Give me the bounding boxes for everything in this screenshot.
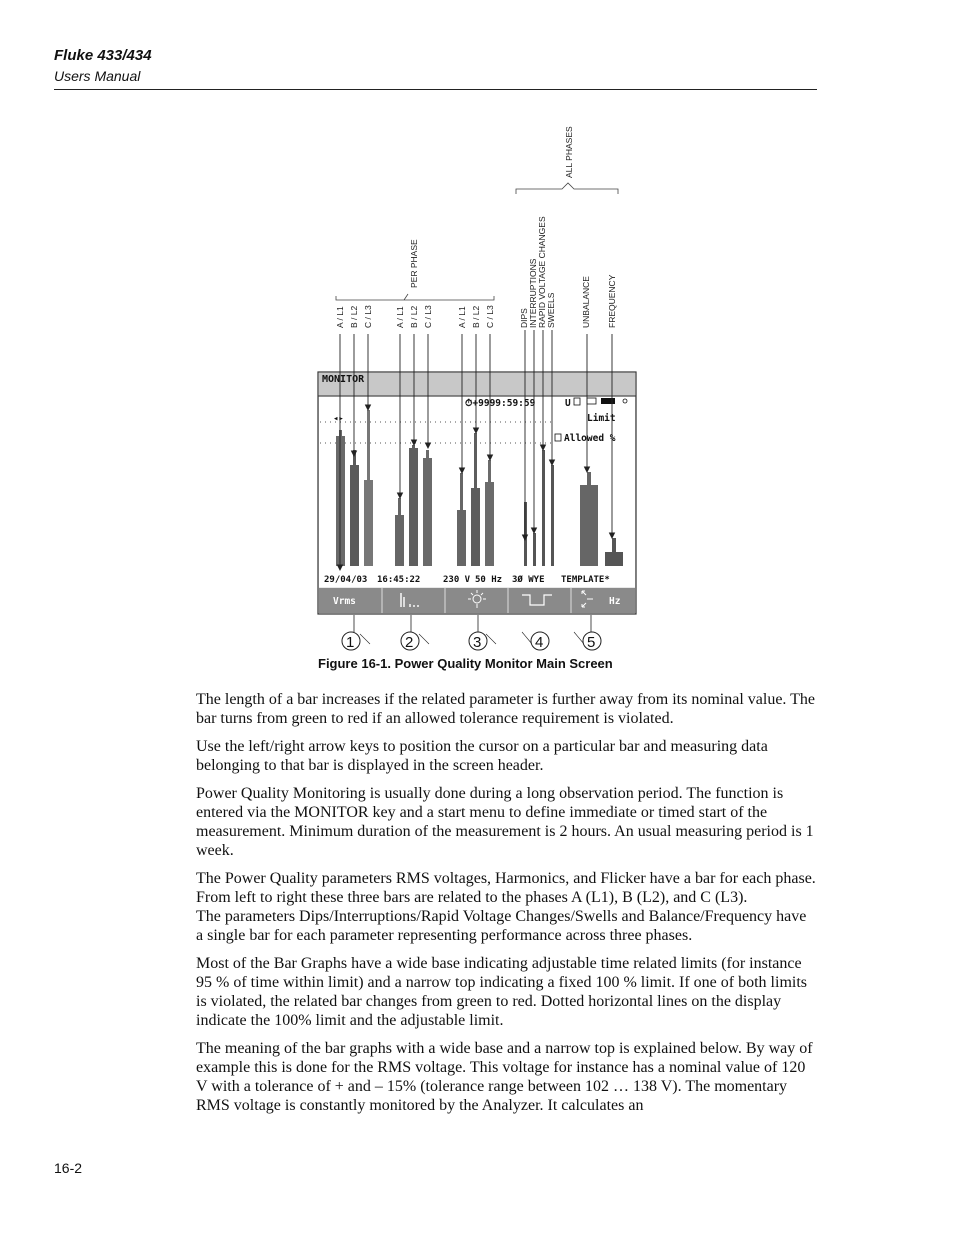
label-per-phase: PER PHASE	[409, 239, 419, 288]
label-unbalance: UNBALANCE	[581, 276, 591, 328]
page-header-subtitle: Users Manual	[54, 68, 141, 84]
footer-template: TEMPLATE*	[561, 575, 610, 585]
label-c-l3: C / L3	[423, 305, 433, 328]
callout-4	[522, 632, 549, 651]
header-rule	[54, 89, 817, 90]
per-phase-brace	[336, 294, 494, 300]
footer-date: 29/04/03	[324, 575, 368, 585]
bar-wide-base	[409, 448, 418, 566]
cursor-arrows-icon: ◂▸	[333, 414, 344, 424]
footer-time: 16:45:22	[377, 575, 421, 585]
svg-text:Hz: Hz	[609, 596, 621, 607]
paragraph: The parameters Dips/Interruptions/Rapid Voltage Changes/Swells and Balance/Frequency have a single bar for each parameter representing performance across three phases.	[196, 908, 807, 944]
callout-2	[401, 615, 429, 651]
bar-narrow-top	[533, 533, 536, 566]
page-number: 16-2	[54, 1160, 83, 1176]
label-rapid-voltage-changes: RAPID VOLTAGE CHANGES	[537, 216, 547, 328]
label-all-phases: ALL PHASES	[564, 126, 574, 178]
svg-text:4: 4	[535, 634, 544, 651]
svg-text:Vrms: Vrms	[333, 596, 356, 607]
label-c-l3: C / L3	[485, 305, 495, 328]
bar-wide-base	[395, 515, 404, 566]
label-dips: DIPS	[519, 308, 529, 328]
label-a-l1: A / L1	[335, 306, 345, 328]
paragraph: Use the left/right arrow keys to position the cursor on a particular bar and measuring data belonging to that bar is displayed in the screen header.	[196, 738, 768, 774]
bar-wide-base	[605, 552, 623, 566]
body-text	[196, 690, 816, 1124]
svg-text:1: 1	[346, 634, 355, 651]
label-frequency: FREQUENCY	[607, 274, 617, 328]
paragraph: The Power Quality parameters RMS voltages, Harmonics, and Flicker have a bar for each phase. From left to right these three bars are related to the phases A (L1), B (L2), and C (L3).	[196, 870, 816, 906]
screen-timer: ⏱+9999:59:59	[465, 398, 536, 409]
page-header-title: Fluke 433/434	[54, 47, 152, 64]
bar-wide-base	[350, 465, 359, 566]
bar-wide-base	[457, 510, 466, 566]
footer-voltage: 230 V	[443, 575, 471, 585]
label-b-l2: B / L2	[349, 305, 359, 328]
label-b-l2: B / L2	[471, 305, 481, 328]
label-interruptions: INTERRUPTIONS	[528, 258, 538, 328]
paragraph: The length of a bar increases if the related parameter is further away from its nominal value. The bar turns from green to red if an allowed tolerance requirement is violated.	[196, 691, 816, 727]
bar-wide-base	[471, 488, 480, 566]
label-c-l3: C / L3	[363, 305, 373, 328]
callout-1	[342, 615, 370, 651]
all-phases-brace	[516, 183, 618, 194]
screen-title: MONITOR	[322, 374, 365, 385]
svg-text:3: 3	[473, 634, 482, 651]
callout-3	[469, 615, 496, 651]
svg-text:2: 2	[405, 634, 414, 651]
analyzer-screen	[318, 372, 636, 614]
label-a-l1: A / L1	[395, 306, 405, 328]
footer-config: 3Ø WYE	[512, 575, 545, 585]
paragraph: Power Quality Monitoring is usually done during a long observation period. The function is entered via the MONITOR key and a start menu to define immediate or timed start of the measurement. Minimum duration of the measurement is 2 hours. An usual measuring period is 1 week.	[196, 785, 814, 859]
bar-narrow-top	[524, 502, 527, 566]
bar-narrow-top	[551, 465, 554, 566]
paragraph: Most of the Bar Graphs have a wide base indicating adjustable time related limits (for instance 95 % of time within limit) and a narrow top indicating a fixed 100 % limit. If one of both limits is violated, the related bar changes from green to red. Dotted horizontal lines on the display indicate the 100% limit and the adjustable limit.	[196, 955, 807, 1029]
bar-wide-base	[485, 482, 494, 566]
screen-allowed-label: Allowed %	[564, 433, 616, 444]
paragraph: The meaning of the bar graphs with a wide base and a narrow top is explained below. By way of example this is done for the RMS voltage. This voltage for instance has a nominal value of 120 V with a tolerance of + and – 15% (tolerance range between 102 … 138 V). The momentary RMS voltage is constantly monitored by the Analyzer. It calculates an	[196, 1040, 813, 1114]
label-swells: SWEELS	[546, 292, 556, 328]
bar-narrow-top	[542, 450, 545, 566]
screen-status-u: U	[565, 398, 571, 409]
screen-limit-label: Limit	[587, 413, 616, 424]
bar-wide-base	[580, 485, 598, 566]
figure-caption: Figure 16-1. Power Quality Monitor Main Screen	[318, 656, 613, 671]
softkey-vrms[interactable]	[333, 596, 356, 607]
bar-wide-base	[336, 436, 345, 566]
label-a-l1: A / L1	[457, 306, 467, 328]
bar-wide-base	[364, 480, 373, 566]
callout-5	[574, 615, 601, 651]
footer-frequency: 50 Hz	[475, 575, 503, 585]
label-b-l2: B / L2	[409, 305, 419, 328]
svg-text:5: 5	[587, 634, 596, 651]
bar-wide-base	[423, 458, 432, 566]
monitor-figure	[300, 110, 660, 655]
